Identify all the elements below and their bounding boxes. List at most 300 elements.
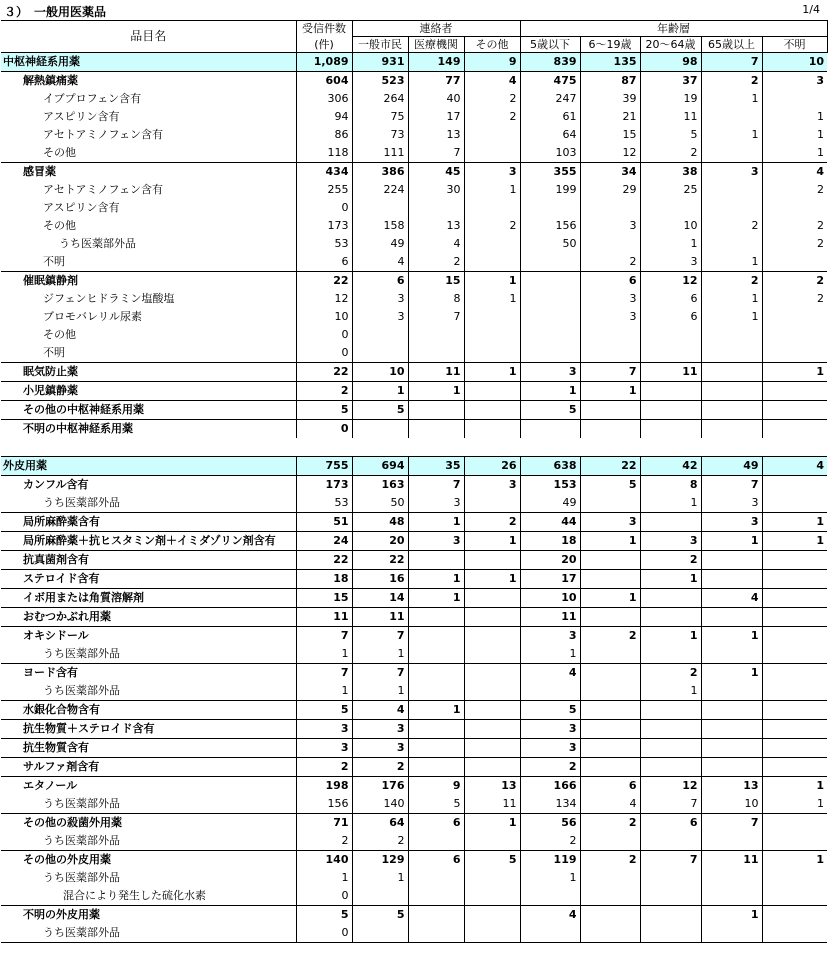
cell-value: 13	[464, 777, 520, 796]
cell-value: 2	[762, 181, 827, 199]
cell-value: 1	[296, 645, 352, 664]
table-row	[1, 645, 827, 664]
cell-value: 2	[464, 217, 520, 235]
cell-value: 4	[520, 664, 580, 683]
column-group-contact: 連絡者	[352, 21, 520, 37]
cell-value: 53	[296, 235, 352, 253]
cell-value: 15	[580, 126, 640, 144]
cell-value: 87	[580, 72, 640, 91]
cell-value	[352, 199, 408, 217]
cell-value: 2	[580, 814, 640, 833]
cell-value	[701, 924, 762, 943]
cell-value	[640, 382, 701, 401]
cell-value: 16	[352, 570, 408, 589]
cell-value: 45	[408, 163, 464, 182]
cell-value: 1	[701, 290, 762, 308]
cell-value	[701, 326, 762, 344]
table-row	[1, 814, 827, 833]
cell-value: 37	[640, 72, 701, 91]
column-header-age-6-19: 6～19歳	[580, 37, 640, 53]
cell-value: 29	[580, 181, 640, 199]
cell-value: 20	[352, 532, 408, 551]
cell-value: 111	[352, 144, 408, 163]
cell-value: 1,089	[296, 53, 352, 72]
cell-value: 0	[296, 326, 352, 344]
cell-value	[640, 924, 701, 943]
cell-value: 10	[296, 308, 352, 326]
cell-value: 156	[296, 795, 352, 814]
cell-value: 140	[296, 851, 352, 870]
cell-value: 3	[701, 513, 762, 532]
table-row	[1, 869, 827, 887]
item-name: 不明の中枢神経系用薬	[1, 420, 296, 439]
cell-value	[580, 701, 640, 720]
cell-value: 5	[640, 126, 701, 144]
cell-value: 2	[520, 758, 580, 777]
cell-value: 22	[352, 551, 408, 570]
cell-value	[701, 551, 762, 570]
cell-value: 1	[520, 869, 580, 887]
cell-value: 140	[352, 795, 408, 814]
cell-value: 86	[296, 126, 352, 144]
cell-value	[701, 758, 762, 777]
cell-value: 2	[296, 382, 352, 401]
column-group-age: 年齢層	[520, 21, 827, 37]
item-name: 混合により発生した硫化水素	[63, 889, 206, 902]
cell-value: 2	[352, 832, 408, 851]
cell-value: 3	[520, 363, 580, 382]
cell-value: 1	[640, 627, 701, 646]
cell-value	[701, 420, 762, 439]
cell-value: 6	[408, 814, 464, 833]
cell-value: 6	[580, 272, 640, 291]
cell-value: 247	[520, 90, 580, 108]
cell-value: 5	[352, 401, 408, 420]
column-header-received: 受信件数	[296, 21, 352, 37]
cell-value	[640, 199, 701, 217]
cell-value: 306	[296, 90, 352, 108]
item-name: 中枢神経系用薬	[1, 53, 296, 72]
cell-value: 176	[352, 777, 408, 796]
cell-value: 3	[520, 739, 580, 758]
cell-value: 6	[640, 814, 701, 833]
cell-value	[464, 344, 520, 363]
cell-value: 1	[701, 90, 762, 108]
cell-value	[408, 199, 464, 217]
cell-value: 3	[762, 72, 827, 91]
cell-value	[762, 308, 827, 326]
table-row	[1, 72, 827, 91]
cell-value: 3	[580, 308, 640, 326]
cell-value: 4	[762, 457, 827, 476]
cell-value: 3	[408, 532, 464, 551]
cell-value: 64	[520, 126, 580, 144]
cell-value	[464, 126, 520, 144]
cell-value: 4	[352, 701, 408, 720]
cell-value	[762, 720, 827, 739]
table-row	[1, 589, 827, 608]
item-name: うち医薬部外品	[43, 684, 120, 697]
cell-value: 1	[762, 108, 827, 126]
cell-value	[464, 382, 520, 401]
cell-value	[464, 494, 520, 513]
cell-value	[701, 235, 762, 253]
cell-value: 26	[464, 457, 520, 476]
cell-value: 1	[464, 272, 520, 291]
cell-value: 0	[296, 344, 352, 363]
cell-value	[296, 438, 352, 457]
cell-value: 11	[296, 608, 352, 627]
table-row	[1, 851, 827, 870]
cell-value	[762, 382, 827, 401]
cell-value: 49	[352, 235, 408, 253]
cell-value	[464, 326, 520, 344]
cell-value: 9	[408, 777, 464, 796]
item-name: 抗生物質＋ステロイド含有	[1, 720, 296, 739]
cell-value: 355	[520, 163, 580, 182]
cell-value	[580, 758, 640, 777]
cell-value: 1	[701, 532, 762, 551]
cell-value: 1	[352, 869, 408, 887]
cell-value: 8	[408, 290, 464, 308]
cell-value	[580, 235, 640, 253]
cell-value: 2	[408, 253, 464, 272]
cell-value	[640, 701, 701, 720]
item-name: 不明	[43, 255, 65, 268]
cell-value	[580, 438, 640, 457]
cell-value: 3	[352, 308, 408, 326]
cell-value: 2	[762, 290, 827, 308]
cell-value	[762, 608, 827, 627]
column-header-medical-institution: 医療機関	[408, 37, 464, 53]
cell-value	[640, 401, 701, 420]
cell-value	[580, 682, 640, 701]
cell-value	[580, 420, 640, 439]
item-name: その他の殺菌外用薬	[1, 814, 296, 833]
cell-value: 13	[701, 777, 762, 796]
cell-value: 3	[520, 720, 580, 739]
cell-value	[464, 720, 520, 739]
table-row	[1, 758, 827, 777]
cell-value	[640, 832, 701, 851]
column-header-age-0-5: 5歳以下	[520, 37, 580, 53]
cell-value	[580, 887, 640, 906]
cell-value	[762, 253, 827, 272]
cell-value: 2	[580, 851, 640, 870]
cell-value: 18	[520, 532, 580, 551]
cell-value	[580, 869, 640, 887]
cell-value: 42	[640, 457, 701, 476]
cell-value: 1	[408, 513, 464, 532]
cell-value: 2	[701, 272, 762, 291]
cell-value: 1	[701, 627, 762, 646]
cell-value: 173	[296, 217, 352, 235]
table-row	[1, 551, 827, 570]
column-header-item: 品目名	[1, 21, 296, 53]
table-row	[1, 420, 827, 439]
cell-value: 9	[464, 53, 520, 72]
cell-value: 1	[701, 664, 762, 683]
cell-value	[464, 832, 520, 851]
table-row	[1, 326, 827, 344]
cell-value: 1	[296, 682, 352, 701]
cell-value: 1	[408, 570, 464, 589]
cell-value: 21	[580, 108, 640, 126]
cell-value: 4	[408, 235, 464, 253]
cell-value: 264	[352, 90, 408, 108]
cell-value: 156	[520, 217, 580, 235]
cell-value	[408, 832, 464, 851]
cell-value: 3	[520, 627, 580, 646]
item-name: ブロモバレリル尿素	[43, 310, 142, 323]
item-name: うち医薬部外品	[43, 834, 120, 847]
cell-value	[762, 344, 827, 363]
column-header-received-unit: (件)	[296, 37, 352, 53]
cell-value: 5	[464, 851, 520, 870]
cell-value	[408, 887, 464, 906]
cell-value: 6	[640, 290, 701, 308]
cell-value	[701, 739, 762, 758]
cell-value	[762, 90, 827, 108]
cell-value	[640, 739, 701, 758]
cell-value: 77	[408, 72, 464, 91]
cell-value: 1	[352, 682, 408, 701]
cell-value	[464, 869, 520, 887]
item-name: 眠気防止薬	[1, 363, 296, 382]
cell-value	[408, 438, 464, 457]
cell-value	[701, 144, 762, 163]
poison-inquiry-table	[1, 20, 828, 943]
item-name: 水銀化合物含有	[1, 701, 296, 720]
cell-value: 3	[352, 290, 408, 308]
cell-value	[580, 832, 640, 851]
cell-value: 7	[352, 664, 408, 683]
cell-value	[408, 758, 464, 777]
table-row	[1, 199, 827, 217]
item-name: 抗生物質含有	[1, 739, 296, 758]
cell-value: 17	[408, 108, 464, 126]
item-name: オキシドール	[1, 627, 296, 646]
item-name: ステロイド含有	[1, 570, 296, 589]
cell-value	[464, 608, 520, 627]
cell-value	[352, 420, 408, 439]
table-row	[1, 494, 827, 513]
cell-value	[701, 382, 762, 401]
item-name: その他	[43, 219, 76, 232]
cell-value	[580, 608, 640, 627]
cell-value	[408, 344, 464, 363]
cell-value: 35	[408, 457, 464, 476]
cell-value: 0	[296, 887, 352, 906]
cell-value	[701, 401, 762, 420]
item-name: 局所麻酔薬含有	[1, 513, 296, 532]
table-row	[1, 126, 827, 144]
cell-value: 434	[296, 163, 352, 182]
cell-value: 1	[701, 308, 762, 326]
cell-value: 163	[352, 476, 408, 495]
cell-value: 22	[296, 272, 352, 291]
cell-value: 24	[296, 532, 352, 551]
item-name: 不明の外皮用薬	[1, 906, 296, 925]
cell-value	[464, 924, 520, 943]
cell-value: 6	[296, 253, 352, 272]
table-row	[1, 887, 827, 906]
cell-value	[762, 869, 827, 887]
table-row	[1, 181, 827, 199]
cell-value: 1	[408, 701, 464, 720]
cell-value	[762, 832, 827, 851]
cell-value: 2	[762, 217, 827, 235]
cell-value	[762, 814, 827, 833]
cell-value	[762, 476, 827, 495]
cell-value: 10	[762, 53, 827, 72]
cell-value: 1	[762, 126, 827, 144]
cell-value: 5	[296, 906, 352, 925]
cell-value	[762, 906, 827, 925]
cell-value	[408, 627, 464, 646]
cell-value: 3	[296, 720, 352, 739]
cell-value: 39	[580, 90, 640, 108]
cell-value	[352, 887, 408, 906]
cell-value: 1	[464, 570, 520, 589]
table-row	[1, 308, 827, 326]
cell-value: 22	[296, 363, 352, 382]
item-name: 解熱鎮痛薬	[1, 72, 296, 91]
cell-value: 12	[580, 144, 640, 163]
cell-value	[701, 108, 762, 126]
cell-value: 7	[296, 627, 352, 646]
cell-value	[408, 401, 464, 420]
cell-value: 56	[520, 814, 580, 833]
cell-value	[701, 344, 762, 363]
cell-value	[520, 682, 580, 701]
cell-value: 1	[520, 382, 580, 401]
cell-value	[701, 887, 762, 906]
cell-value: 6	[640, 308, 701, 326]
cell-value	[701, 832, 762, 851]
cell-value: 386	[352, 163, 408, 182]
item-name: うち医薬部外品	[43, 647, 120, 660]
category-row	[1, 53, 827, 72]
cell-value: 11	[408, 363, 464, 382]
cell-value	[762, 758, 827, 777]
cell-value	[580, 326, 640, 344]
table-row	[1, 608, 827, 627]
cell-value	[464, 551, 520, 570]
table-row	[1, 108, 827, 126]
cell-value: 19	[640, 90, 701, 108]
cell-value	[352, 326, 408, 344]
cell-value: 2	[701, 217, 762, 235]
cell-value: 7	[701, 53, 762, 72]
section-title: ３） 一般用医薬品	[4, 5, 107, 19]
cell-value	[701, 608, 762, 627]
cell-value: 1	[762, 851, 827, 870]
table-row	[1, 513, 827, 532]
cell-value: 10	[520, 589, 580, 608]
cell-value: 11	[352, 608, 408, 627]
cell-value: 3	[464, 163, 520, 182]
item-name: うち医薬部外品	[43, 496, 120, 509]
cell-value	[580, 664, 640, 683]
cell-value: 48	[352, 513, 408, 532]
column-header-age-20-64: 20～64歳	[640, 37, 701, 53]
cell-value: 11	[464, 795, 520, 814]
cell-value	[640, 758, 701, 777]
item-name: 局所麻酔薬＋抗ヒスタミン剤＋イミダゾリン剤含有	[1, 532, 296, 551]
cell-value: 119	[520, 851, 580, 870]
cell-value: 5	[408, 795, 464, 814]
column-header-age-unknown: 不明	[762, 37, 827, 53]
item-name: おむつかぶれ用薬	[1, 608, 296, 627]
cell-value	[701, 701, 762, 720]
table-row	[1, 906, 827, 925]
table-row	[1, 924, 827, 943]
cell-value: 18	[296, 570, 352, 589]
cell-value	[762, 551, 827, 570]
item-name: その他	[43, 146, 76, 159]
cell-value	[701, 438, 762, 457]
item-name: 小児鎮静薬	[1, 382, 296, 401]
cell-value: 1	[701, 253, 762, 272]
cell-value	[640, 513, 701, 532]
cell-value: 50	[520, 235, 580, 253]
table-row	[1, 272, 827, 291]
cell-value	[464, 235, 520, 253]
cell-value: 1	[520, 645, 580, 664]
cell-value	[762, 438, 827, 457]
cell-value: 12	[640, 272, 701, 291]
cell-value	[762, 401, 827, 420]
cell-value: 6	[580, 777, 640, 796]
cell-value: 1	[762, 532, 827, 551]
cell-value: 1	[762, 795, 827, 814]
cell-value	[408, 739, 464, 758]
cell-value	[520, 887, 580, 906]
cell-value: 224	[352, 181, 408, 199]
cell-value: 3	[580, 290, 640, 308]
cell-value: 0	[296, 924, 352, 943]
cell-value	[580, 720, 640, 739]
cell-value: 6	[408, 851, 464, 870]
cell-value: 1	[701, 906, 762, 925]
cell-value: 17	[520, 570, 580, 589]
cell-value	[520, 326, 580, 344]
cell-value	[640, 608, 701, 627]
cell-value: 73	[352, 126, 408, 144]
cell-value: 75	[352, 108, 408, 126]
cell-value	[464, 739, 520, 758]
cell-value: 1	[640, 494, 701, 513]
cell-value	[762, 739, 827, 758]
cell-value: 3	[701, 494, 762, 513]
cell-value: 3	[640, 532, 701, 551]
cell-value: 12	[296, 290, 352, 308]
table-row	[1, 832, 827, 851]
cell-value: 22	[580, 457, 640, 476]
table-row	[1, 363, 827, 382]
cell-value	[408, 608, 464, 627]
cell-value	[352, 344, 408, 363]
cell-value: 1	[296, 869, 352, 887]
cell-value	[464, 589, 520, 608]
cell-value	[464, 664, 520, 683]
cell-value	[464, 627, 520, 646]
cell-value	[580, 645, 640, 664]
cell-value: 4	[352, 253, 408, 272]
cell-value: 118	[296, 144, 352, 163]
cell-value	[464, 420, 520, 439]
